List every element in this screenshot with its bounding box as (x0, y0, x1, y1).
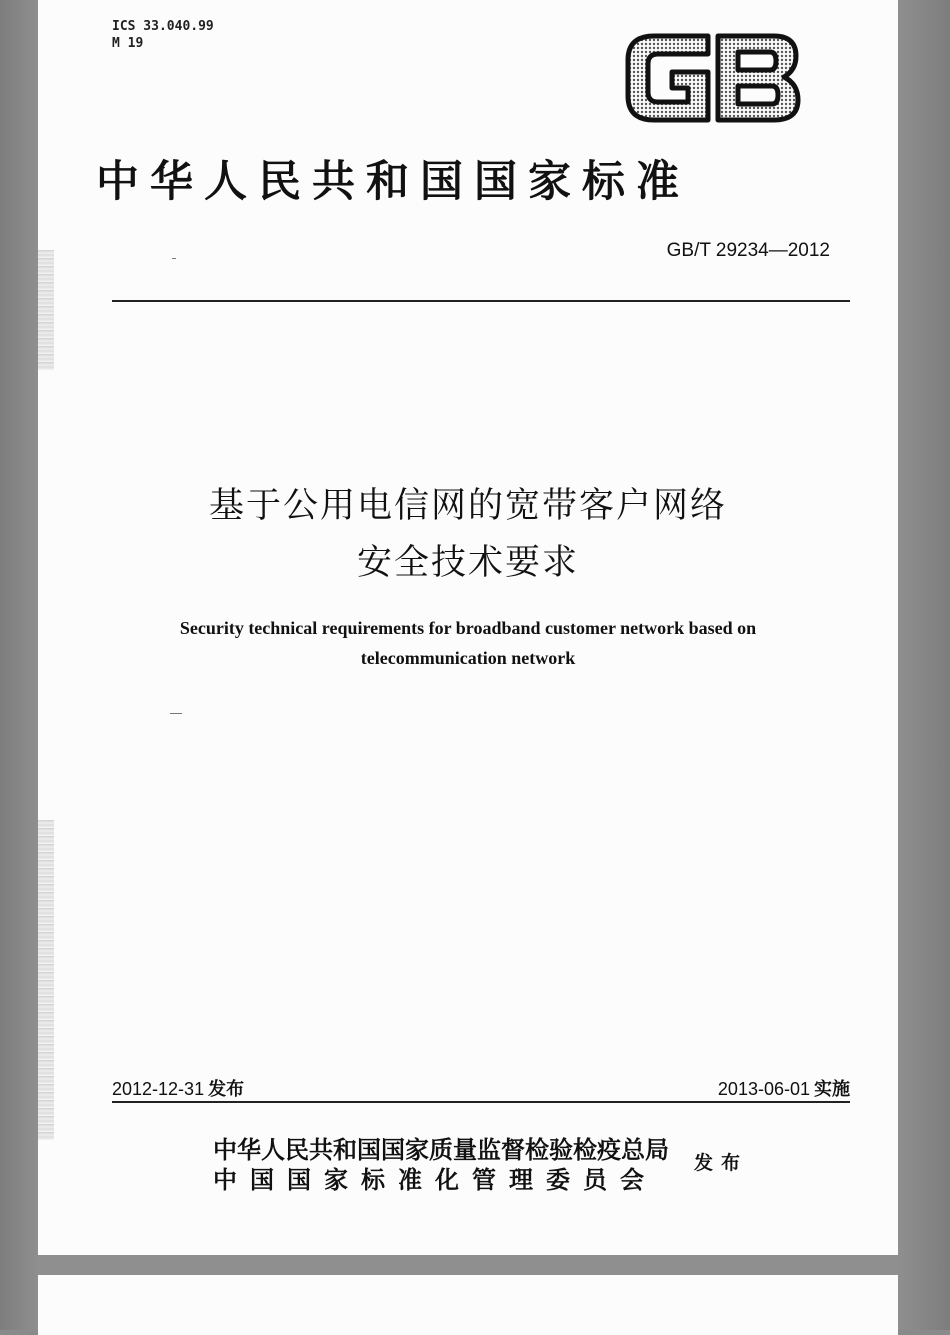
title-chinese-line-1: 基于公用电信网的宽带客户网络 (208, 486, 727, 526)
effective-label: 实施 (814, 1079, 850, 1099)
footer-divider (112, 1101, 850, 1103)
effective-date-value: 2013-06-01 (717, 1079, 810, 1099)
header-divider (112, 300, 850, 302)
release-date-value: 2012-12-31 (112, 1079, 205, 1099)
title-english-line-1: Security technical requirements for broadband customer network based on (179, 618, 757, 638)
scan-speck (172, 258, 176, 259)
release-label: 发布 (208, 1079, 245, 1099)
issuer-line-2: 中国国家标准化管理委员会 (213, 1165, 657, 1194)
gb-logo-icon (624, 30, 802, 125)
scan-noise-edge (38, 820, 54, 1140)
release-date (112, 1075, 244, 1101)
title-english-line-2: telecommunication network (360, 648, 576, 668)
standard-number: GB/T 29234—2012 (666, 240, 830, 261)
national-standard-heading: 中华人民共和国国家标准 (96, 157, 690, 207)
issuer-action: 发布 (694, 1152, 749, 1174)
effective-date (718, 1075, 850, 1101)
ics-code-block (112, 18, 214, 52)
scan-noise-edge (38, 250, 54, 370)
issuer-line-1: 中华人民共和国国家质量监督检验检疫总局 (213, 1135, 669, 1164)
ics-code: ICS 33.040.99 (112, 19, 214, 34)
title-chinese-line-2: 安全技术要求 (356, 543, 579, 583)
document-page (38, 0, 898, 1255)
next-document-page (38, 1275, 898, 1335)
scan-speck (170, 713, 182, 714)
classification-code: M 19 (112, 36, 144, 51)
